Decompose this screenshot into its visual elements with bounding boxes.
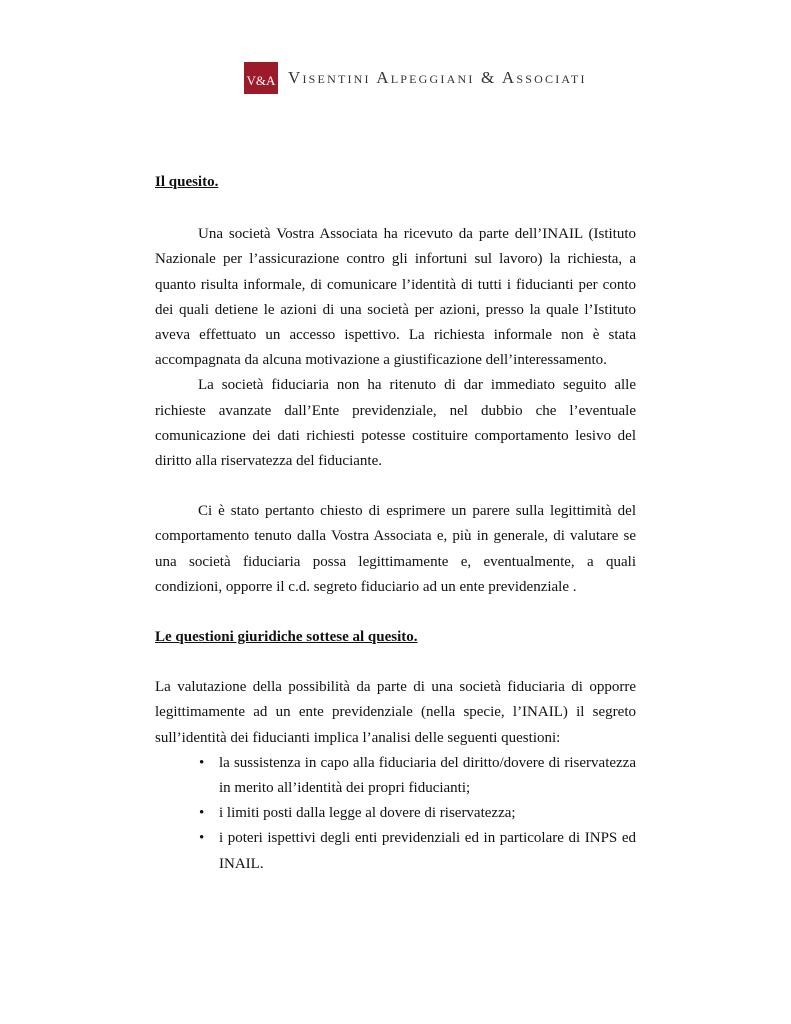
section-title-questioni: Le questioni giuridiche sottese al quesito. [155, 629, 418, 646]
paragraph: La valutazione della possibilità da parte di una società fiduciaria di opporre legittimamente ad un ente previdenziale (nella specie, l’INAIL) il segreto sull’identità dei fiducianti implica l’analisi delle seguenti questioni: [155, 679, 636, 746]
list-item-text: i limiti posti dalla legge al dovere di riservatezza; [219, 805, 516, 822]
paragraph: Una società Vostra Associata ha ricevuto da parte dell’INAIL (Istituto Nazionale per l’assicurazione contro gli infortuni sul lavoro) la richiesta, a quanto risulta informale, di comunicare l’identità di tutti i fiducianti per conto dei quali detiene le azioni di una società per azioni, presso la quale l’Istituto aveva effettuato un accesso ispettivo. La richiesta informale non è stata accompagnata da alcuna motivazione a giustificazione dell’interessamento. [155, 226, 636, 369]
list-item-text: i poteri ispettivi degli enti previdenziali ed in particolare di INPS ed INAIL. [219, 830, 636, 872]
firm-logo: V&A [244, 62, 278, 94]
paragraph: Ci è stato pertanto chiesto di esprimere un parere sulla legittimità del comportamento tenuto dalla Vostra Associata e, più in generale, di valutare se una società fiduciaria possa legittimamente e, eventualmente, a quali condizioni, opporre il c.d. segreto fiduciario ad un ente previdenziale . [155, 503, 636, 595]
bullet-icon: • [199, 754, 205, 771]
paragraph: La società fiduciaria non ha ritenuto di dar immediato seguito alle richieste avanzate dall’Ente previdenziale, nel dubbio che l’eventuale comunicazione dei dati richiesti potesse costituire comportamento lesivo del diritto alla riservatezza del fiduciante. [155, 377, 636, 470]
letterhead [244, 62, 587, 94]
section-title-quesito: Il quesito. [155, 174, 219, 190]
issues-list [155, 751, 636, 877]
bullet-icon: • [199, 805, 205, 822]
list-item [155, 801, 636, 826]
bullet-icon: • [199, 830, 205, 847]
list-item [155, 826, 636, 876]
document-body [155, 170, 636, 877]
firm-name: Visentini Alpeggiani & Associati [288, 68, 587, 87]
list-item-text: la sussistenza in capo alla fiduciaria del diritto/dovere di riservatezza in merito all’identità dei propri fiducianti; [219, 754, 636, 797]
list-item [155, 751, 636, 801]
